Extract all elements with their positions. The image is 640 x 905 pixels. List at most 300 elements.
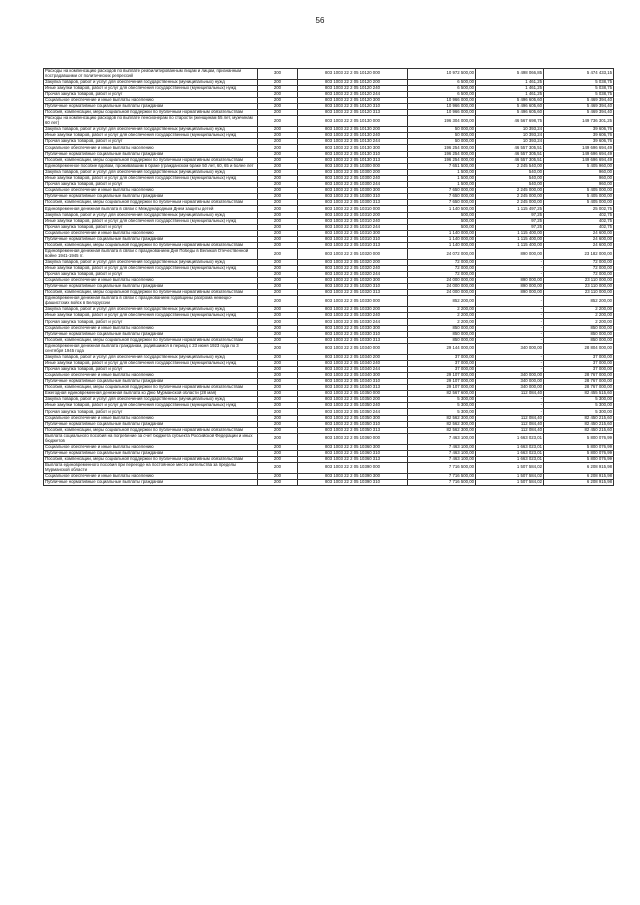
row-name-cell: Социальное обеспечение и иные выплаты населению (44, 325, 258, 331)
row-executed-cell: 890 000,00 (476, 249, 544, 260)
row-unexecuted-cell: 5 800 076,99 (544, 444, 614, 450)
row-kbk-cell: 803 1003 22 2 05 10120 244 (298, 92, 408, 98)
row-executed-cell: - (476, 313, 544, 319)
row-kbk-cell: 803 1003 22 2 05 10130 313 (298, 157, 408, 163)
table-row (44, 98, 614, 104)
row-unexecuted-cell: 149 736 301,25 (544, 116, 614, 127)
table-row (44, 433, 614, 444)
row-unexecuted-cell: 960,00 (544, 175, 614, 181)
row-code-cell: 200 (258, 331, 298, 337)
row-name-cell: Закупка товаров, работ и услуг для обеспечения государственных (муниципальных) нужд (44, 354, 258, 360)
row-approved-cell: 5 300,00 (408, 409, 476, 415)
row-code-cell: 200 (258, 313, 298, 319)
row-kbk-cell: 803 1003 22 2 05 10330 300 (298, 325, 408, 331)
row-approved-cell: 196 304 000,00 (408, 116, 476, 127)
row-executed-cell: 5 498 066,85 (476, 69, 544, 80)
row-unexecuted-cell: 28 767 000,00 (544, 385, 614, 391)
row-kbk-cell: 803 1003 22 2 05 10120 000 (298, 69, 408, 80)
row-executed-cell: 10 393,24 (476, 133, 544, 139)
row-executed-cell: - (476, 319, 544, 325)
row-executed-cell: 46 557 305,51 (476, 157, 544, 163)
row-name-cell: Прочая закупка товаров, работ и услуг (44, 92, 258, 98)
row-unexecuted-cell: 2 200,00 (544, 313, 614, 319)
row-unexecuted-cell: 852 200,00 (544, 296, 614, 307)
row-kbk-cell: 803 1003 22 2 05 10130 000 (298, 116, 408, 127)
row-executed-cell: 1 663 023,01 (476, 456, 544, 462)
row-code-cell: 200 (258, 427, 298, 433)
row-approved-cell: 24 072 000,00 (408, 249, 476, 260)
row-approved-cell: 72 000,00 (408, 265, 476, 271)
table-row (44, 421, 614, 427)
row-kbk-cell: 803 1003 22 2 05 10120 300 (298, 98, 408, 104)
row-code-cell: 200 (258, 85, 298, 91)
row-name-cell: Закупка товаров, работ и услуг для обеспечения государственных (муниципальных) нужд (44, 169, 258, 175)
row-code-cell: 200 (258, 200, 298, 206)
row-unexecuted-cell: 960,00 (544, 169, 614, 175)
table-row (44, 242, 614, 248)
row-name-cell: Иные закупки товаров, работ и услуг для обеспечения государственных (муниципальных) нужд (44, 133, 258, 139)
row-unexecuted-cell: 39 606,76 (544, 127, 614, 133)
row-approved-cell: 24 000 000,00 (408, 278, 476, 284)
row-name-cell: Прочая закупка товаров, работ и услуг (44, 366, 258, 372)
row-code-cell: 200 (258, 473, 298, 479)
row-code-cell: 200 (258, 110, 298, 116)
row-executed-cell: 890 000,00 (476, 278, 544, 284)
row-unexecuted-cell: 850 000,00 (544, 337, 614, 343)
row-kbk-cell: 803 1003 22 2 05 10320 000 (298, 249, 408, 260)
table-row (44, 133, 614, 139)
row-executed-cell: 1 663 023,01 (476, 450, 544, 456)
row-approved-cell: 7 463 100,00 (408, 450, 476, 456)
row-name-cell: Прочая закупка товаров, работ и услуг (44, 182, 258, 188)
row-kbk-cell: 803 1003 22 2 05 10350 000 (298, 391, 408, 397)
row-executed-cell: - (476, 337, 544, 343)
row-code-cell: 200 (258, 337, 298, 343)
row-unexecuted-cell: 39 606,76 (544, 133, 614, 139)
row-approved-cell: 7 716 500,00 (408, 479, 476, 485)
row-executed-cell: 2 245 000,00 (476, 188, 544, 194)
row-unexecuted-cell: 5 469 394,40 (544, 104, 614, 110)
table-row (44, 110, 614, 116)
row-approved-cell: 10 966 000,00 (408, 98, 476, 104)
row-approved-cell: 5 300,00 (408, 397, 476, 403)
row-code-cell: 200 (258, 444, 298, 450)
row-executed-cell: 890 000,00 (476, 290, 544, 296)
row-executed-cell: 1 507 584,02 (476, 479, 544, 485)
row-unexecuted-cell: 5 405 000,00 (544, 200, 614, 206)
row-name-cell: Закупка товаров, работ и услуг для обеспечения государственных (муниципальных) нужд (44, 127, 258, 133)
table-row (44, 127, 614, 133)
table-row (44, 85, 614, 91)
row-kbk-cell: 803 1003 22 2 05 10390 310 (298, 479, 408, 485)
row-approved-cell: 1 140 000,00 (408, 236, 476, 242)
row-kbk-cell: 803 1003 22 2 05 10330 240 (298, 313, 408, 319)
row-executed-cell: 1 115 400,00 (476, 230, 544, 236)
table-row (44, 230, 614, 236)
row-name-cell: Иные закупки товаров, работ и услуг для обеспечения государственных (муниципальных) нужд (44, 403, 258, 409)
row-unexecuted-cell: 28 767 000,00 (544, 372, 614, 378)
table-row (44, 169, 614, 175)
row-unexecuted-cell: 23 110 000,00 (544, 278, 614, 284)
table-row (44, 372, 614, 378)
row-executed-cell: 10 393,24 (476, 139, 544, 145)
row-kbk-cell: 803 1003 22 2 05 10360 000 (298, 433, 408, 444)
row-code-cell: 200 (258, 450, 298, 456)
row-kbk-cell: 803 1003 22 2 05 10330 200 (298, 307, 408, 313)
row-code-cell: 200 (258, 284, 298, 290)
row-unexecuted-cell: 72 000,00 (544, 259, 614, 265)
row-code-cell: 200 (258, 372, 298, 378)
row-kbk-cell: 803 1003 22 2 05 10340 000 (298, 343, 408, 354)
row-code-cell: 200 (258, 133, 298, 139)
row-code-cell: 200 (258, 169, 298, 175)
row-executed-cell: - (476, 325, 544, 331)
row-unexecuted-cell: 850 000,00 (544, 331, 614, 337)
row-executed-cell: - (476, 366, 544, 372)
row-executed-cell: 1 461,25 (476, 79, 544, 85)
table-row (44, 104, 614, 110)
row-kbk-cell: 803 1003 22 2 05 10390 300 (298, 473, 408, 479)
table-row (44, 391, 614, 397)
row-unexecuted-cell: 5 800 076,99 (544, 456, 614, 462)
row-executed-cell: 97,25 (476, 212, 544, 218)
row-kbk-cell: 803 1003 22 2 05 10350 310 (298, 421, 408, 427)
row-unexecuted-cell: 23 110 000,00 (544, 290, 614, 296)
row-name-cell: Социальное обеспечение и иные выплаты населению (44, 98, 258, 104)
table-row (44, 69, 614, 80)
row-executed-cell: 1 115 497,25 (476, 206, 544, 212)
row-executed-cell: - (476, 296, 544, 307)
row-approved-cell: 10 966 000,00 (408, 110, 476, 116)
row-approved-cell: 500,00 (408, 212, 476, 218)
row-name-cell: Публичные нормативные социальные выплаты гражданам (44, 236, 258, 242)
row-name-cell: Публичные нормативные социальные выплаты гражданам (44, 194, 258, 200)
row-executed-cell: 540,00 (476, 175, 544, 181)
row-executed-cell: 340 000,00 (476, 385, 544, 391)
row-unexecuted-cell: 23 110 000,00 (544, 284, 614, 290)
row-executed-cell: 1 115 400,00 (476, 242, 544, 248)
row-approved-cell: 1 500,00 (408, 175, 476, 181)
row-unexecuted-cell: 82 450 215,60 (544, 415, 614, 421)
row-name-cell: Публичные нормативные социальные выплаты гражданам (44, 479, 258, 485)
row-code-cell: 200 (258, 278, 298, 284)
row-approved-cell: 7 651 500,00 (408, 163, 476, 169)
row-code-cell: 200 (258, 319, 298, 325)
row-name-cell: Закупка товаров, работ и услуг для обеспечения государственных (муниципальных) нужд (44, 397, 258, 403)
row-unexecuted-cell: 2 200,00 (544, 307, 614, 313)
row-kbk-cell: 803 1003 22 2 05 10300 313 (298, 200, 408, 206)
row-approved-cell: 196 254 000,00 (408, 151, 476, 157)
row-executed-cell: 10 393,24 (476, 127, 544, 133)
row-executed-cell: 112 084,40 (476, 421, 544, 427)
row-code-cell: 200 (258, 157, 298, 163)
table-row (44, 236, 614, 242)
row-name-cell: Закупка товаров, работ и услуг для обеспечения государственных (муниципальных) нужд (44, 307, 258, 313)
row-kbk-cell: 803 1003 22 2 05 10130 200 (298, 127, 408, 133)
row-approved-cell: 7 463 100,00 (408, 444, 476, 450)
row-kbk-cell: 803 1003 22 2 05 10320 200 (298, 259, 408, 265)
row-kbk-cell: 803 1003 22 2 05 10340 313 (298, 385, 408, 391)
row-approved-cell: 24 000 000,00 (408, 284, 476, 290)
row-kbk-cell: 803 1003 22 2 05 10300 300 (298, 188, 408, 194)
row-unexecuted-cell: 23 182 000,00 (544, 249, 614, 260)
table-row (44, 379, 614, 385)
row-unexecuted-cell: 82 450 215,60 (544, 427, 614, 433)
row-approved-cell: 29 144 000,00 (408, 343, 476, 354)
row-name-cell: Закупка товаров, работ и услуг для обеспечения государственных (муниципальных) нужд (44, 79, 258, 85)
table-row (44, 157, 614, 163)
table-row (44, 175, 614, 181)
row-name-cell: Выплата единовременного пособия при переезде на постоянное место жительства за пределы Мурманской области (44, 462, 258, 473)
row-executed-cell: 112 084,40 (476, 415, 544, 421)
row-name-cell: Пособия, компенсации, меры социальной поддержки по публичным нормативным обязательствам (44, 337, 258, 343)
row-approved-cell: 7 650 000,00 (408, 200, 476, 206)
row-unexecuted-cell: 149 696 694,49 (544, 145, 614, 151)
row-executed-cell: 46 557 305,51 (476, 151, 544, 157)
row-kbk-cell: 803 1003 22 2 05 10120 310 (298, 104, 408, 110)
row-approved-cell: 1 500,00 (408, 169, 476, 175)
row-kbk-cell: 803 1003 22 2 05 10300 240 (298, 175, 408, 181)
row-executed-cell: 890 000,00 (476, 284, 544, 290)
row-unexecuted-cell: 5 300,00 (544, 403, 614, 409)
page-number: 56 (315, 16, 325, 25)
row-executed-cell: 2 245 540,00 (476, 163, 544, 169)
row-unexecuted-cell: 6 208 915,98 (544, 473, 614, 479)
row-kbk-cell: 803 1003 22 2 05 10310 244 (298, 224, 408, 230)
row-code-cell: 200 (258, 415, 298, 421)
row-unexecuted-cell: 25 002,75 (544, 206, 614, 212)
row-name-cell: Публичные нормативные социальные выплаты гражданам (44, 284, 258, 290)
row-code-cell: 200 (258, 212, 298, 218)
row-name-cell: Социальное обеспечение и иные выплаты населению (44, 415, 258, 421)
row-unexecuted-cell: 37 000,00 (544, 360, 614, 366)
row-unexecuted-cell: 5 800 076,99 (544, 433, 614, 444)
table-row (44, 278, 614, 284)
row-name-cell: Пособия, компенсации, меры социальной поддержки по публичным нормативным обязательствам (44, 242, 258, 248)
row-kbk-cell: 803 1003 22 2 05 10330 310 (298, 331, 408, 337)
row-kbk-cell: 803 1003 22 2 05 10300 310 (298, 194, 408, 200)
row-unexecuted-cell: 28 767 000,00 (544, 379, 614, 385)
row-unexecuted-cell: 28 804 000,00 (544, 343, 614, 354)
row-executed-cell: 46 567 698,75 (476, 116, 544, 127)
row-executed-cell: - (476, 354, 544, 360)
row-name-cell: Иные закупки товаров, работ и услуг для обеспечения государственных (муниципальных) нужд (44, 218, 258, 224)
row-code-cell: 200 (258, 188, 298, 194)
row-approved-cell: 2 200,00 (408, 319, 476, 325)
row-approved-cell: 29 107 000,00 (408, 379, 476, 385)
row-executed-cell: 1 663 023,01 (476, 433, 544, 444)
table-row (44, 385, 614, 391)
table-row (44, 427, 614, 433)
table-row (44, 163, 614, 169)
row-unexecuted-cell: 82 455 515,60 (544, 391, 614, 397)
table-row (44, 450, 614, 456)
row-executed-cell: - (476, 409, 544, 415)
row-executed-cell: - (476, 307, 544, 313)
row-code-cell: 200 (258, 379, 298, 385)
row-unexecuted-cell: 149 696 694,49 (544, 157, 614, 163)
row-executed-cell: 1 663 023,01 (476, 444, 544, 450)
row-approved-cell: 2 200,00 (408, 307, 476, 313)
row-name-cell: Единовременная денежная выплата в связи с празднованием Дня Победы в Великой Отечественной войне 1941-1945 гг. (44, 249, 258, 260)
table-row (44, 296, 614, 307)
row-kbk-cell: 803 1003 22 2 05 10130 240 (298, 133, 408, 139)
row-executed-cell: 2 245 000,00 (476, 194, 544, 200)
table-row (44, 444, 614, 450)
row-unexecuted-cell: 402,75 (544, 212, 614, 218)
row-name-cell: Прочая закупка товаров, работ и услуг (44, 319, 258, 325)
table-row (44, 188, 614, 194)
row-approved-cell: 50 000,00 (408, 139, 476, 145)
row-code-cell: 200 (258, 403, 298, 409)
row-name-cell: Расходы на компенсацию расходов по выплате пенсионерам по старости (женщинам 55 лет, мужчинам 60 лет) (44, 116, 258, 127)
table-row (44, 462, 614, 473)
row-name-cell: Закупка товаров, работ и услуг для обеспечения государственных (муниципальных) нужд (44, 259, 258, 265)
table-row (44, 415, 614, 421)
row-name-cell: Иные закупки товаров, работ и услуг для обеспечения государственных (муниципальных) нужд (44, 85, 258, 91)
row-executed-cell: 5 496 605,60 (476, 110, 544, 116)
row-kbk-cell: 803 1003 22 2 05 10350 300 (298, 415, 408, 421)
row-name-cell: Иные закупки товаров, работ и услуг для обеспечения государственных (муниципальных) нужд (44, 265, 258, 271)
row-approved-cell: 37 000,00 (408, 354, 476, 360)
row-code-cell: 200 (258, 325, 298, 331)
table-row (44, 194, 614, 200)
row-kbk-cell: 803 1003 22 2 05 10310 300 (298, 230, 408, 236)
row-executed-cell: 97,25 (476, 218, 544, 224)
table-row (44, 343, 614, 354)
row-name-cell: Пособия, компенсации, меры социальной поддержки по публичным нормативным обязательствам (44, 385, 258, 391)
row-code-cell: 200 (258, 421, 298, 427)
table-row (44, 151, 614, 157)
row-code-cell: 200 (258, 104, 298, 110)
row-kbk-cell: 803 1003 22 2 05 10390 000 (298, 462, 408, 473)
row-executed-cell: 1 461,25 (476, 85, 544, 91)
table-row (44, 206, 614, 212)
row-unexecuted-cell: 402,75 (544, 218, 614, 224)
row-code-cell: 200 (258, 139, 298, 145)
row-name-cell: Социальное обеспечение и иные выплаты населению (44, 188, 258, 194)
row-code-cell: 200 (258, 194, 298, 200)
row-unexecuted-cell: 82 450 215,60 (544, 421, 614, 427)
row-executed-cell: 340 000,00 (476, 379, 544, 385)
row-approved-cell: 5 300,00 (408, 403, 476, 409)
row-kbk-cell: 803 1003 22 2 05 10130 310 (298, 151, 408, 157)
row-executed-cell: 2 245 000,00 (476, 200, 544, 206)
row-unexecuted-cell: 5 038,75 (544, 92, 614, 98)
row-unexecuted-cell: 5 300,00 (544, 397, 614, 403)
row-kbk-cell: 803 1003 22 2 05 10120 200 (298, 79, 408, 85)
row-code-cell: 200 (258, 307, 298, 313)
row-unexecuted-cell: 24 600,00 (544, 230, 614, 236)
row-name-cell: Прочая закупка товаров, работ и услуг (44, 409, 258, 415)
row-kbk-cell: 803 1003 22 2 05 10310 313 (298, 242, 408, 248)
row-code-cell: 200 (258, 479, 298, 485)
row-executed-cell: 5 496 605,60 (476, 104, 544, 110)
row-name-cell: Социальное обеспечение и иные выплаты населению (44, 444, 258, 450)
row-code-cell: 200 (258, 163, 298, 169)
row-name-cell: Социальное обеспечение и иные выплаты населению (44, 230, 258, 236)
row-approved-cell: 82 562 300,00 (408, 415, 476, 421)
row-name-cell: Публичные нормативные социальные выплаты гражданам (44, 450, 258, 456)
row-approved-cell: 82 562 300,00 (408, 427, 476, 433)
row-code-cell: 200 (258, 249, 298, 260)
row-approved-cell: 7 463 100,00 (408, 433, 476, 444)
row-executed-cell: - (476, 265, 544, 271)
row-kbk-cell: 803 1003 22 2 05 10350 244 (298, 409, 408, 415)
row-approved-cell: 72 000,00 (408, 272, 476, 278)
row-code-cell: 200 (258, 230, 298, 236)
row-approved-cell: 1 140 000,00 (408, 230, 476, 236)
row-kbk-cell: 803 1003 22 2 05 10120 313 (298, 110, 408, 116)
row-executed-cell: 540,00 (476, 169, 544, 175)
row-approved-cell: 196 254 000,00 (408, 145, 476, 151)
row-kbk-cell: 803 1003 22 2 05 10310 000 (298, 206, 408, 212)
row-approved-cell: 7 650 000,00 (408, 188, 476, 194)
row-approved-cell: 50 000,00 (408, 133, 476, 139)
row-approved-cell: 1 140 000,00 (408, 242, 476, 248)
row-unexecuted-cell: 5 405 960,00 (544, 163, 614, 169)
row-kbk-cell: 803 1003 22 2 05 10360 300 (298, 444, 408, 450)
row-name-cell: Иные закупки товаров, работ и услуг для обеспечения государственных (муниципальных) нужд (44, 360, 258, 366)
table-row (44, 473, 614, 479)
row-code-cell: 200 (258, 206, 298, 212)
table-row (44, 284, 614, 290)
row-approved-cell: 850 000,00 (408, 325, 476, 331)
row-code-cell: 200 (258, 360, 298, 366)
row-approved-cell: 1 500,00 (408, 182, 476, 188)
row-executed-cell: - (476, 397, 544, 403)
row-code-cell: 200 (258, 456, 298, 462)
table-row (44, 249, 614, 260)
row-code-cell: 200 (258, 79, 298, 85)
row-unexecuted-cell: 5 474 433,15 (544, 69, 614, 80)
row-code-cell: 200 (258, 296, 298, 307)
row-executed-cell: 540,00 (476, 182, 544, 188)
row-approved-cell: 1 140 500,00 (408, 206, 476, 212)
row-executed-cell: 97,25 (476, 224, 544, 230)
row-approved-cell: 2 200,00 (408, 313, 476, 319)
row-unexecuted-cell: 5 405 000,00 (544, 188, 614, 194)
row-kbk-cell: 803 1003 22 2 05 10300 000 (298, 163, 408, 169)
row-unexecuted-cell: 24 600,00 (544, 242, 614, 248)
row-executed-cell: 112 084,40 (476, 391, 544, 397)
row-code-cell: 200 (258, 242, 298, 248)
table-row (44, 79, 614, 85)
row-code-cell: 200 (258, 182, 298, 188)
row-code-cell: 200 (258, 145, 298, 151)
row-approved-cell: 37 000,00 (408, 360, 476, 366)
row-kbk-cell: 803 1003 22 2 05 10360 310 (298, 450, 408, 456)
row-unexecuted-cell: 5 469 394,40 (544, 98, 614, 104)
row-executed-cell: 1 461,25 (476, 92, 544, 98)
row-unexecuted-cell: 960,00 (544, 182, 614, 188)
row-name-cell: Пособия, компенсации, меры социальной поддержки по публичным нормативным обязательствам (44, 157, 258, 163)
row-kbk-cell: 803 1003 22 2 05 10320 310 (298, 284, 408, 290)
row-executed-cell: 112 084,40 (476, 427, 544, 433)
row-unexecuted-cell: 6 208 915,98 (544, 479, 614, 485)
row-code-cell: 200 (258, 265, 298, 271)
table-row (44, 200, 614, 206)
row-name-cell: Пособия, компенсации, меры социальной поддержки по публичным нормативным обязательствам (44, 110, 258, 116)
row-name-cell: Единовременная денежная выплата в связи с празднованием годовщины разгрома немецко-фашистских войск в Белоруссии (44, 296, 258, 307)
row-executed-cell: 340 000,00 (476, 372, 544, 378)
row-name-cell: Единовременная денежная выплата гражданам, родившимся в период с 23 июня 1923 года по 3 сентября 1945 года (44, 343, 258, 354)
row-approved-cell: 82 562 300,00 (408, 421, 476, 427)
row-code-cell: 200 (258, 385, 298, 391)
row-unexecuted-cell: 5 469 394,40 (544, 110, 614, 116)
table-row (44, 145, 614, 151)
row-kbk-cell: 803 1003 22 2 05 10120 240 (298, 85, 408, 91)
